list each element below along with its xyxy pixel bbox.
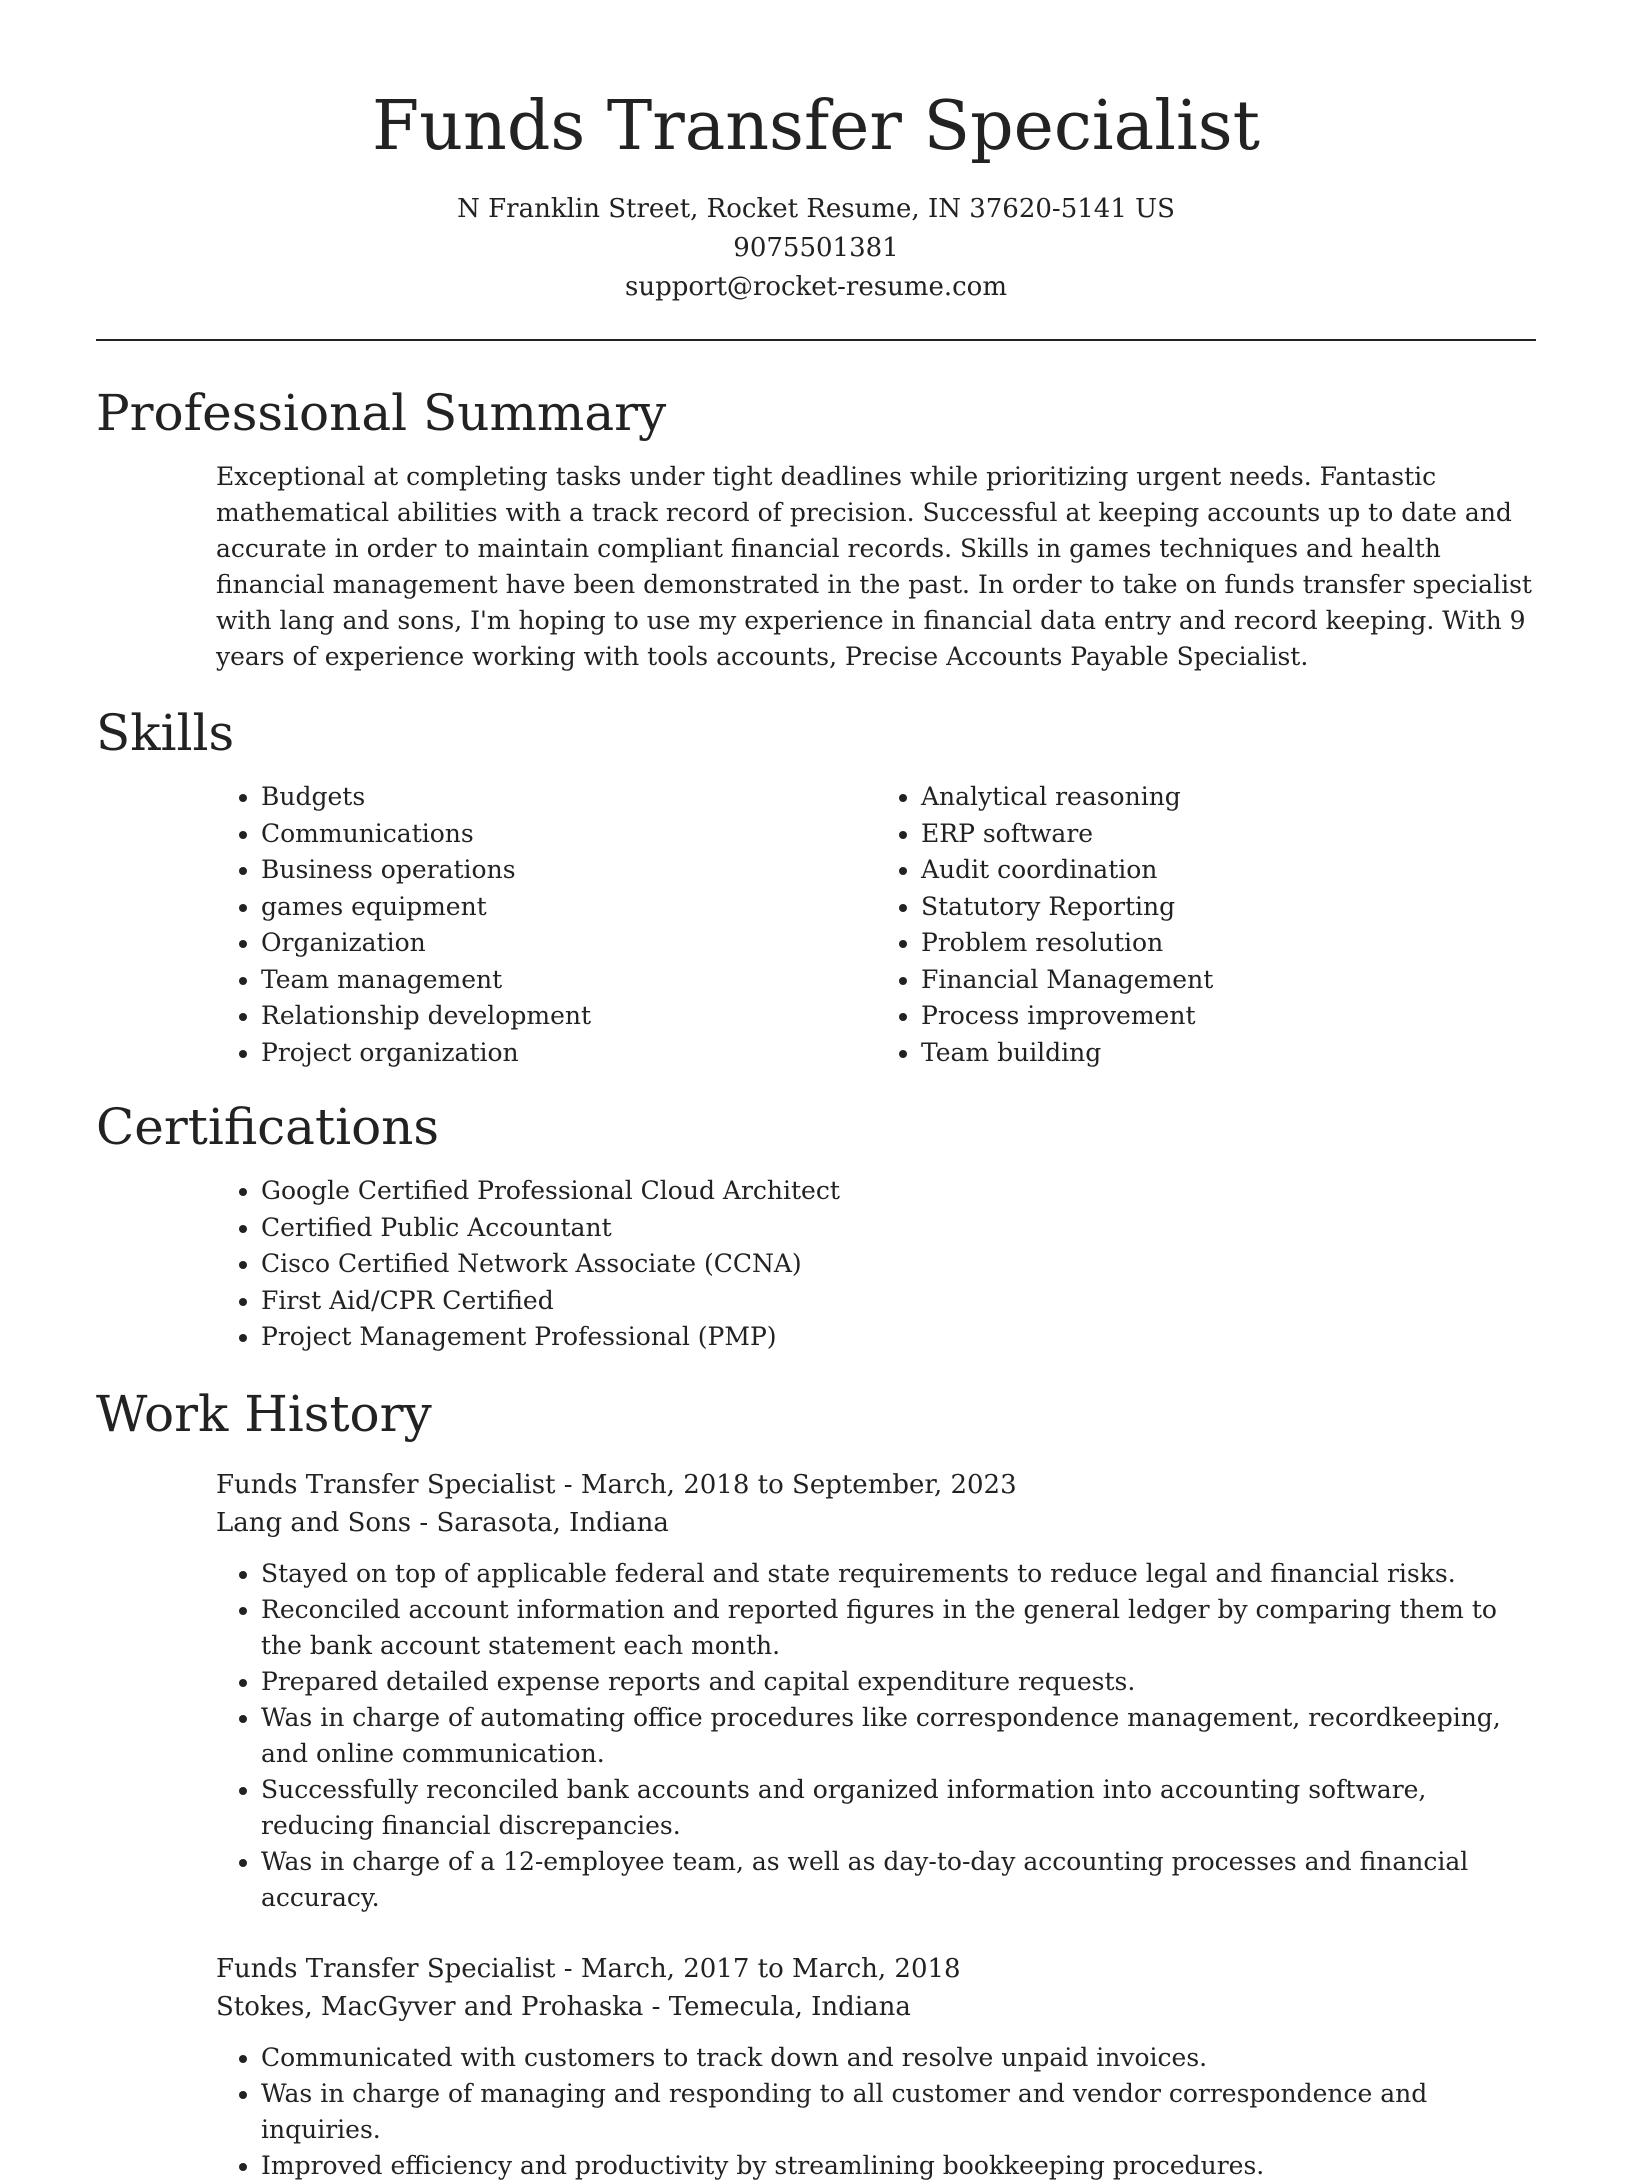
contact-block <box>96 190 1536 307</box>
certification-item: • Project Management Professional (PMP) <box>261 1319 1536 1356</box>
skill-item: • games equipment <box>261 889 876 926</box>
header-divider <box>96 339 1536 341</box>
certification-item: • Google Certified Professional Cloud Architect <box>261 1173 1536 1210</box>
job-location: Temecula, Indiana <box>668 1991 911 2022</box>
certifications-section <box>96 1095 1536 1356</box>
skill-item: • Financial Management <box>921 962 1536 999</box>
skills-left-column <box>216 779 876 1071</box>
summary-section <box>96 381 1536 675</box>
summary-title: Professional Summary <box>96 384 667 442</box>
separator: - <box>555 1469 581 1500</box>
skill-item: • Analytical reasoning <box>921 779 1536 816</box>
skill-item: • Project organization <box>261 1035 876 1072</box>
skills-section <box>96 701 1536 1071</box>
job-role: Funds Transfer Specialist <box>216 1469 556 1500</box>
job-bullet: • Was in charge of automating office procedures like correspondence management, recordkeeping, and online communication. <box>261 1700 1536 1772</box>
skill-item: • Relationship development <box>261 998 876 1035</box>
skill-item: • Team building <box>921 1035 1536 1072</box>
email: support@rocket-resume.com <box>624 272 1007 302</box>
job-bullet: • Reconciled account information and reported figures in the general ledger by comparing them to the bank account statement each month. <box>261 1592 1536 1664</box>
address: N Franklin Street, Rocket Resume, IN 37620-5141 US <box>457 194 1175 224</box>
job-bullet: • Was in charge of managing and responding to all customer and vendor correspondence and inquiries. <box>261 2076 1536 2148</box>
resume-name: Funds Transfer Specialist <box>372 87 1260 166</box>
phone: 9075501381 <box>733 233 899 263</box>
job-company-line <box>216 1988 1536 2026</box>
job-dates: March, 2018 to September, 2023 <box>580 1469 1017 1500</box>
job-bullet: • Improved efficiency and productivity by streamlining bookkeeping procedures. <box>261 2148 1536 2184</box>
job-bullet: • Prepared detailed expense reports and capital expenditure requests. <box>261 1664 1536 1700</box>
skill-item: • Business operations <box>261 852 876 889</box>
job-bullet: • Stayed on top of applicable federal and state requirements to reduce legal and financial risks. <box>261 1556 1536 1592</box>
job-company-line <box>216 1504 1536 1542</box>
certifications-title: Certifications <box>96 1098 440 1156</box>
certification-item: • Cisco Certified Network Associate (CCNA) <box>261 1246 1536 1283</box>
skill-item: • Organization <box>261 925 876 962</box>
job-role: Funds Transfer Specialist <box>216 1953 556 1984</box>
skill-item: • Budgets <box>261 779 876 816</box>
job-company: Stokes, MacGyver and Prohaska <box>216 1991 644 2022</box>
separator: - <box>555 1953 581 1984</box>
skill-item: • Communications <box>261 816 876 853</box>
job-company: Lang and Sons <box>216 1507 412 1538</box>
skill-item: • Problem resolution <box>921 925 1536 962</box>
skill-item: • Statutory Reporting <box>921 889 1536 926</box>
resume-header <box>96 0 1536 307</box>
job-title-line <box>216 1950 1536 1988</box>
work-history-title: Work History <box>96 1384 432 1443</box>
job-entry <box>216 1466 1536 1916</box>
job-entry <box>216 1950 1536 2184</box>
job-bullet: • Communicated with customers to track down and resolve unpaid invoices. <box>261 2040 1536 2076</box>
separator: - <box>411 1507 437 1538</box>
job-title-line <box>216 1466 1536 1504</box>
certification-item: • Certified Public Accountant <box>261 1210 1536 1247</box>
skill-item: • Audit coordination <box>921 852 1536 889</box>
summary-text: Exceptional at completing tasks under tight deadlines while prioritizing urgent needs. Fantastic mathematical abilities with a track record of precision. Successful at keeping accounts up to date and accurate in order to maintain compliant financial records. Skills in games techniques and health financial management have been demonstrated in the past. In order to take on funds transfer specialist with lang and sons, I'm hoping to use my experience in financial data entry and record keeping. With 9 years of experience working with tools accounts, Precise Accounts Payable Specialist. <box>216 462 1532 671</box>
skills-right-column <box>876 779 1536 1071</box>
job-dates: March, 2017 to March, 2018 <box>580 1953 961 1984</box>
skills-grid <box>216 779 1536 1071</box>
certifications-list <box>216 1173 1536 1356</box>
separator: - <box>643 1991 669 2022</box>
skill-item: • ERP software <box>921 816 1536 853</box>
job-bullets <box>216 1556 1536 1916</box>
job-bullet: • Successfully reconciled bank accounts and organized information into accounting software, reducing financial discrepancies. <box>261 1772 1536 1844</box>
job-bullet: • Was in charge of a 12-employee team, as well as day-to-day accounting processes and financial accuracy. <box>261 1844 1536 1916</box>
certification-item: • First Aid/CPR Certified <box>261 1283 1536 1320</box>
job-location: Sarasota, Indiana <box>436 1507 669 1538</box>
skill-item: • Team management <box>261 962 876 999</box>
skills-title: Skills <box>96 704 235 762</box>
work-history-section <box>96 1382 1536 2184</box>
skill-item: • Process improvement <box>921 998 1536 1035</box>
